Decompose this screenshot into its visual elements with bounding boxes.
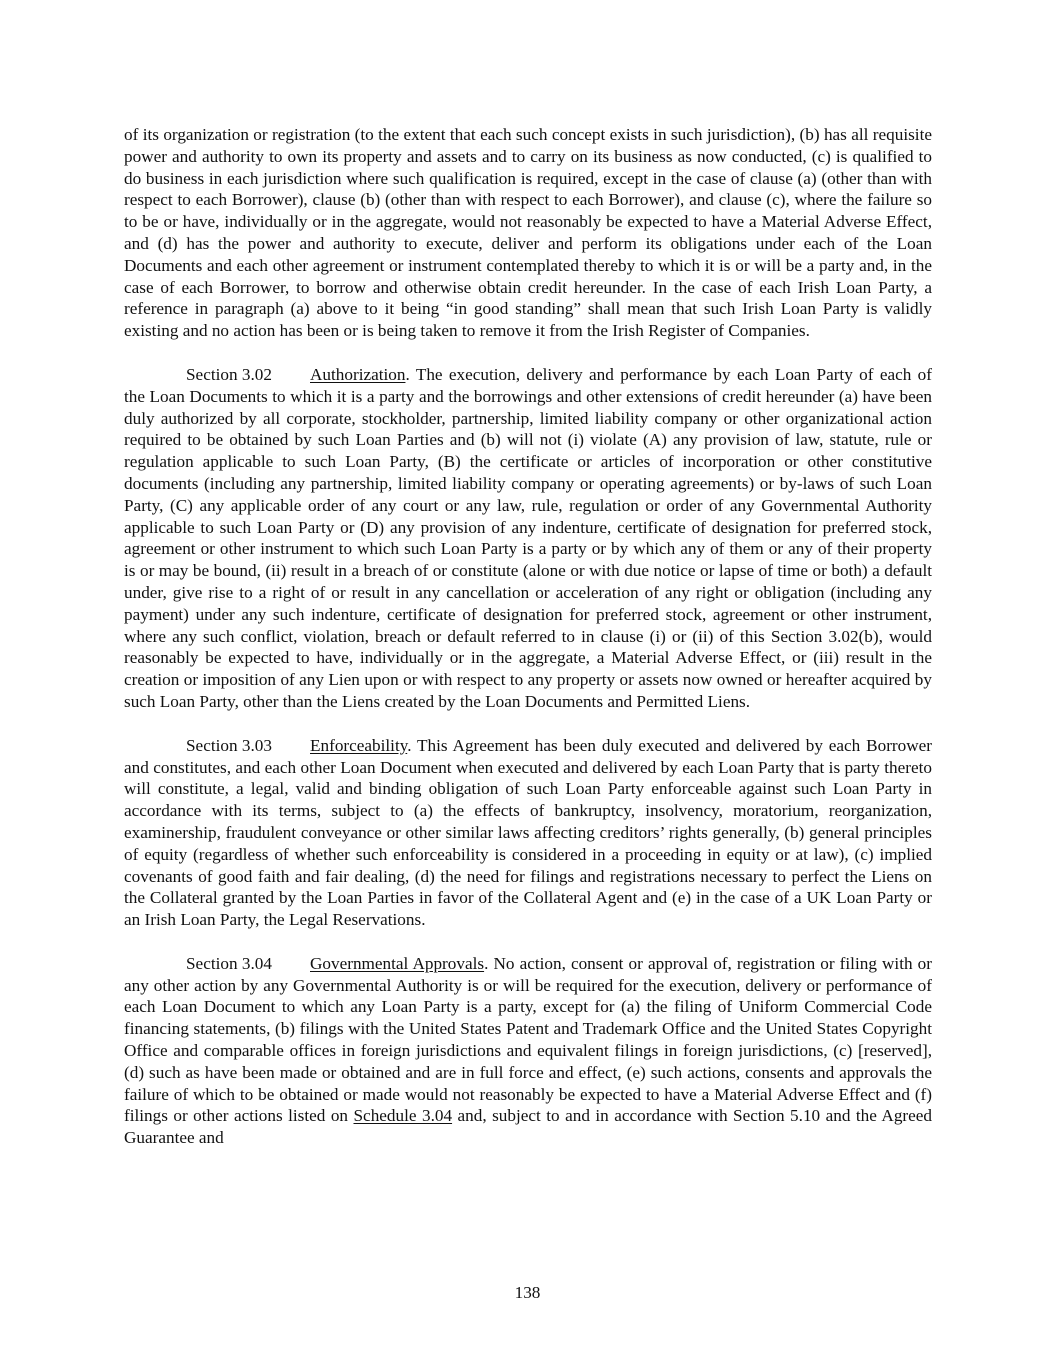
section-heading: Authorization bbox=[310, 364, 406, 384]
schedule-reference: Schedule 3.04 bbox=[353, 1106, 453, 1126]
section-number: Section 3.04 bbox=[186, 953, 272, 973]
section-3-03-paragraph bbox=[124, 735, 932, 931]
section-body: . This Agreement has been duly executed and delivered by each Borrower and constitutes, and each other Loan Document when executed and delivered by each Loan Party that is party thereto will constitute, a legal, valid and binding obligation of such Loan Party enforceable against such Loan Party in accordance with its terms, subject to (a) the effects of bankruptcy, insolvency, moratorium, reorganization, examinership, fraudulent conveyance or other similar laws affecting creditors’ rights generally, (b) general principles of equity (regardless of whether such enforceability is considered in a proceeding in equity or at law), (c) implied covenants of good faith and fair dealing, (d) the need for filings and registrations necessary to perfect the Liens on the Collateral granted by the Loan Parties in favor of the Collateral Agent and (e) in the case of a UK Loan Party or an Irish Loan Party, the Legal Reservations. bbox=[124, 735, 932, 930]
section-heading: Governmental Approvals bbox=[310, 953, 485, 973]
section-body: . The execution, delivery and performance by each Loan Party of each of the Loan Documents to which it is a party and the borrowings and other extensions of credit hereunder (a) have been duly authorized by all corporate, stockholder, partnership, limited liability company or other organizational action required to be obtained by such Loan Parties and (b) will not (i) violate (A) any provision of law, statute, rule or regulation applicable to such Loan Party, (B) the certificate or articles of incorporation or other constitutive documents (including any partnership, limited liability company or operating agreements) or by-laws of such Loan Party, (C) any applicable order of any court or any law, rule, regulation or order of any Governmental Authority applicable to such Loan Party or (D) any provision of any indenture, certificate of designation for preferred stock, agreement or other instrument to which such Loan Party is a party or by which any of them or any of their property is or may be bound, (ii) result in a breach of or constitute (alone or with due notice or lapse of time or both) a default under, give rise to a right of or result in any cancellation or acceleration of any right or obligation (including any payment) under any such indenture, certificate of designation for preferred stock, agreement or other instrument, where any such conflict, violation, breach or default referred to in clause (i) or (ii) of this Section 3.02(b), would reasonably be expected to have, individually or in the aggregate, a Material Adverse Effect, or (iii) result in the creation or imposition of any Lien upon or with respect to any property or assets now owned or hereafter acquired by such Loan Party, other than the Liens created by the Loan Documents and Permitted Liens. bbox=[124, 364, 932, 711]
section-3-04-paragraph bbox=[124, 953, 932, 1149]
continuation-paragraph: of its organization or registration (to the extent that each such concept exists in such jurisdiction), (b) has all requisite power and authority to own its property and assets and to carry on its business as now conducted, (c) is qualified to do business in each jurisdiction where such qualification is required, except in the case of clause (a) (other than with respect to each Borrower), clause (b) (other than with respect to each Borrower), and clause (c), where the failure so to be or have, individually or in the aggregate, would not reasonably be expected to have a Material Adverse Effect, and (d) has the power and authority to execute, deliver and perform its obligations under each of the Loan Documents and each other agreement or instrument contemplated thereby to which it is or will be a party and, in the case of each Borrower, to borrow and otherwise obtain credit hereunder. In the case of each Irish Loan Party, a reference in paragraph (a) above to it being “in good standing” shall mean that such Irish Loan Party is validly existing and no action has been or is being taken to remove it from the Irish Register of Companies. bbox=[124, 125, 932, 341]
document-body bbox=[124, 124, 932, 1171]
page-number: 138 bbox=[514, 1283, 541, 1302]
section-body-tail: and, subject to and in accordance with Section 5.10 and the Agreed Guarantee and bbox=[124, 1106, 932, 1148]
section-body: . No action, consent or approval of, registration or filing with or any other action by any Governmental Authority is or will be required for the execution, delivery or performance of each Loan Document to which any Loan Party is a party, except for (a) the filing of Uniform Commercial Code financing statements, (b) filings with the United States Patent and Trademark Office and the United States Copyright Office and comparable offices in foreign jurisdictions and equivalent filings in foreign jurisdictions, (c) [reserved], (d) such as have been made or obtained and are in full force and effect, (e) such actions, consents and approvals the failure of which to be obtained or made would not reasonably be expected to have a Material Adverse Effect and (f) filings or other actions listed on bbox=[124, 953, 932, 1126]
section-number: Section 3.02 bbox=[186, 364, 272, 384]
section-3-02-paragraph bbox=[124, 364, 932, 713]
section-heading: Enforceability bbox=[310, 735, 408, 755]
section-number: Section 3.03 bbox=[186, 735, 272, 755]
